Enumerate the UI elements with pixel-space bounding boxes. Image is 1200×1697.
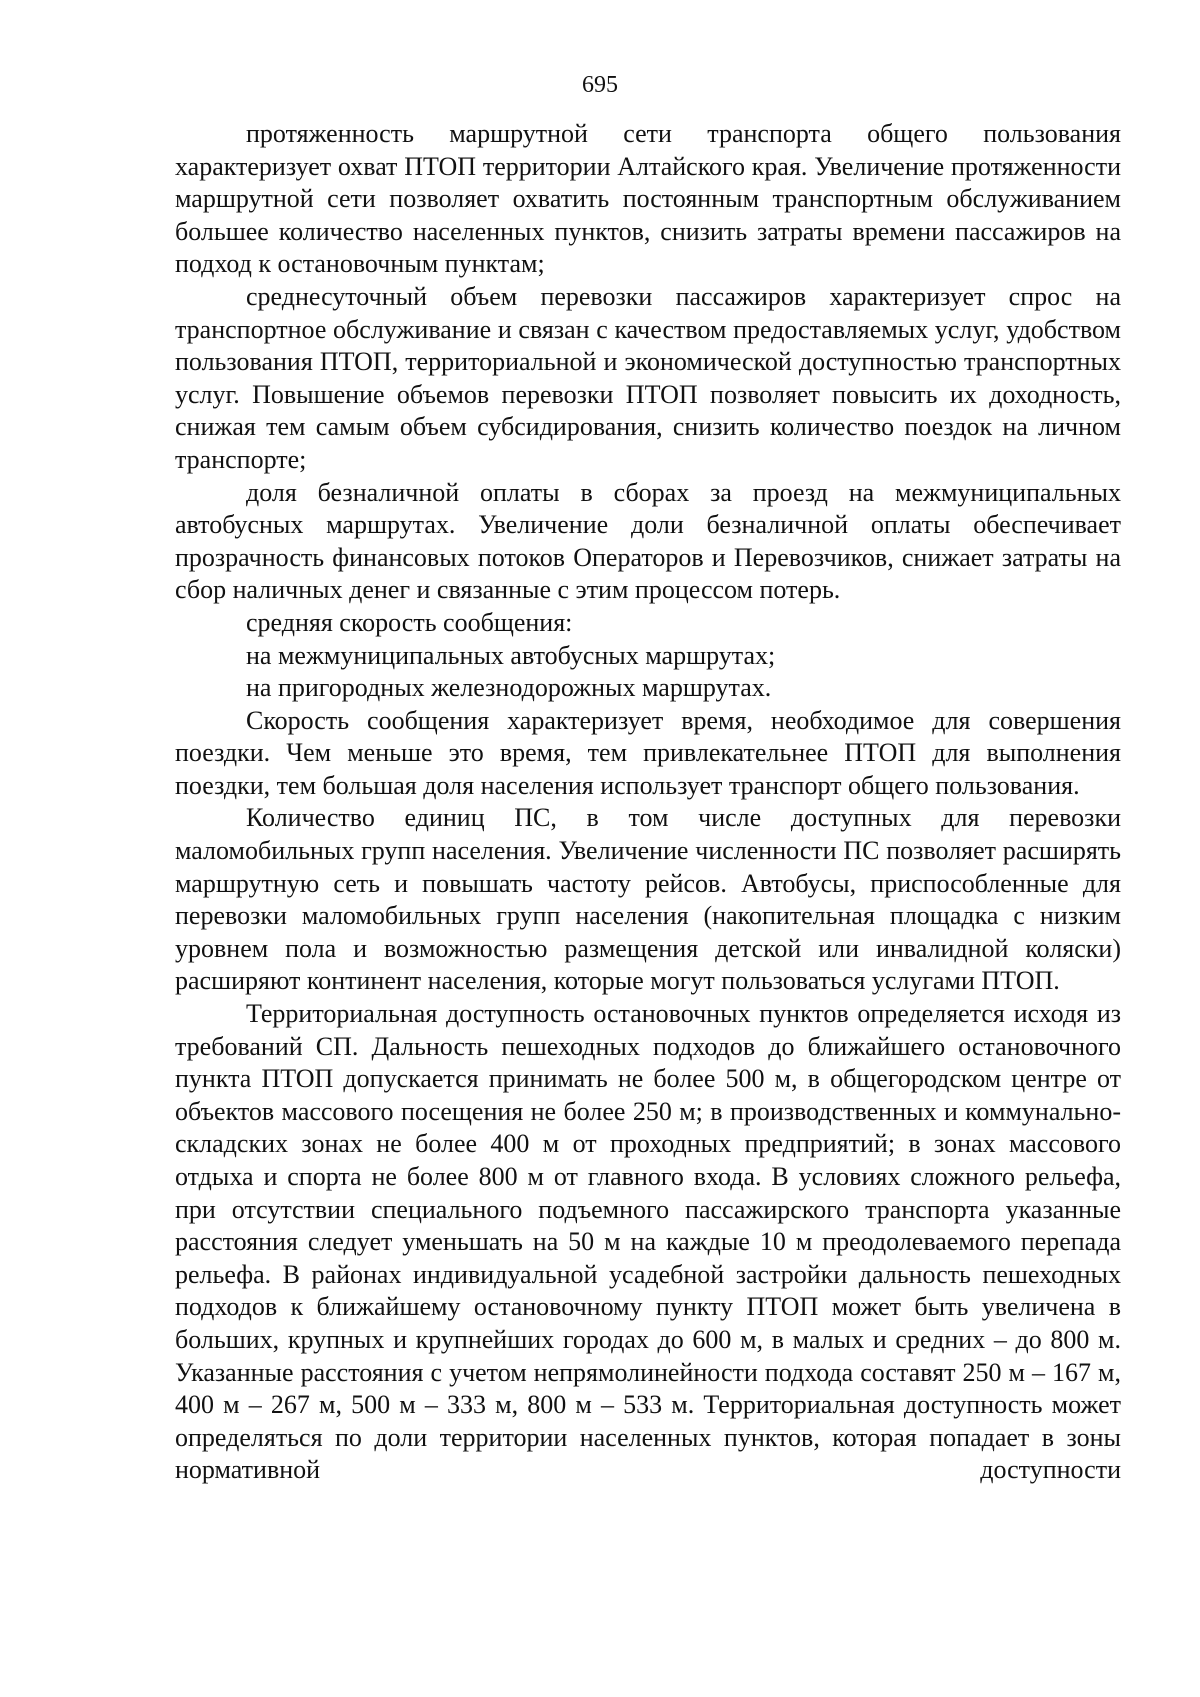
page-number: 695 (582, 72, 618, 98)
paragraph-suburban-rail-routes: на пригородных железнодорожных маршрутах. (246, 673, 772, 703)
paragraph-travel-speed: Скорость сообщения характеризует время, необходимое для совершения поездки. Чем меньше это время, тем привлекательнее ПТОП для выполнения поездки, тем большая доля населения использует транспорт общего пользования. (175, 705, 1121, 800)
paragraph-rolling-stock-count: Количество единиц ПС, в том числе доступных для перевозки маломобильных групп населения. Увеличение численности ПС позволяет расширять маршрутную сеть и повышать частоту рейсов. Автобусы, приспособленные для перевозки маломобильных групп населения (накопительная площадка с низким уровнем пола и возможностью размещения детской или инвалидной коляски) расширяют континент населения, которые могут пользоваться услугами ПТОП. (175, 803, 1121, 996)
body-text (175, 118, 1121, 1487)
paragraph-intermunicipal-bus-routes: на межмуниципальных автобусных маршрутах; (246, 640, 776, 670)
paragraph-average-speed: средняя скорость сообщения: (246, 607, 573, 637)
paragraph-territorial-accessibility: Территориальная доступность остановочных пунктов определяется исходя из требований СП. Дальность пешеходных подходов до ближайшего остановочного пункта ПТОП допускается принимать не более 500 м, в общегородском центре от объектов массового посещения не более 250 м; в производственных и коммунально-складских зонах не более 400 м от проходных предприятий; в зонах массового отдыха и спорта не более 800 м от главного входа. В условиях сложного рельефа, при отсутствии специального подъемного пассажирского транспорта указанные расстояния следует уменьшать на 50 м на каждые 10 м преодолеваемого перепада рельефа. В районах индивидуальной усадебной застройки дальность пешеходных подходов к ближайшему остановочному пункту ПТОП может быть увеличена в больших, крупных и крупнейших городах до 600 м, в малых и средних – до 800 м. Указанные расстояния с учетом непрямолинейности подхода составят 250 м – 167 м, 400 м – 267 м, 500 м – 333 м, 800 м – 533 м. Территориальная доступность может определяться по доли территории населенных пунктов, которая попадает в зоны нормативной доступности (175, 999, 1121, 1485)
paragraph-route-network-length: протяженность маршрутной сети транспорта общего пользования характеризует охват ПТОП территории Алтайского края. Увеличение протяженности маршрутной сети позволяет охватить постоянным транспортным обслуживанием большее количество населенных пунктов, снизить затраты времени пассажиров на подход к остановочным пунктам; (175, 119, 1121, 279)
paragraph-cashless-payment-share: доля безналичной оплаты в сборах за проезд на межмуниципальных автобусных маршрутах. Увеличение доли безналичной оплаты обеспечивает прозрачность финансовых потоков Операторов и Перевозчиков, снижает затраты на сбор наличных денег и связанные с этим процессом потерь. (175, 477, 1121, 605)
paragraph-daily-passenger-volume: среднесуточный объем перевозки пассажиров характеризует спрос на транспортное обслуживание и связан с качеством предоставляемых услуг, удобством пользования ПТОП, территориальной и экономической доступностью транспортных услуг. Повышение объемов перевозки ПТОП позволяет повысить их доходность, снижая тем самым объем субсидирования, снизить количество поездок на личном транспорте; (175, 281, 1121, 474)
